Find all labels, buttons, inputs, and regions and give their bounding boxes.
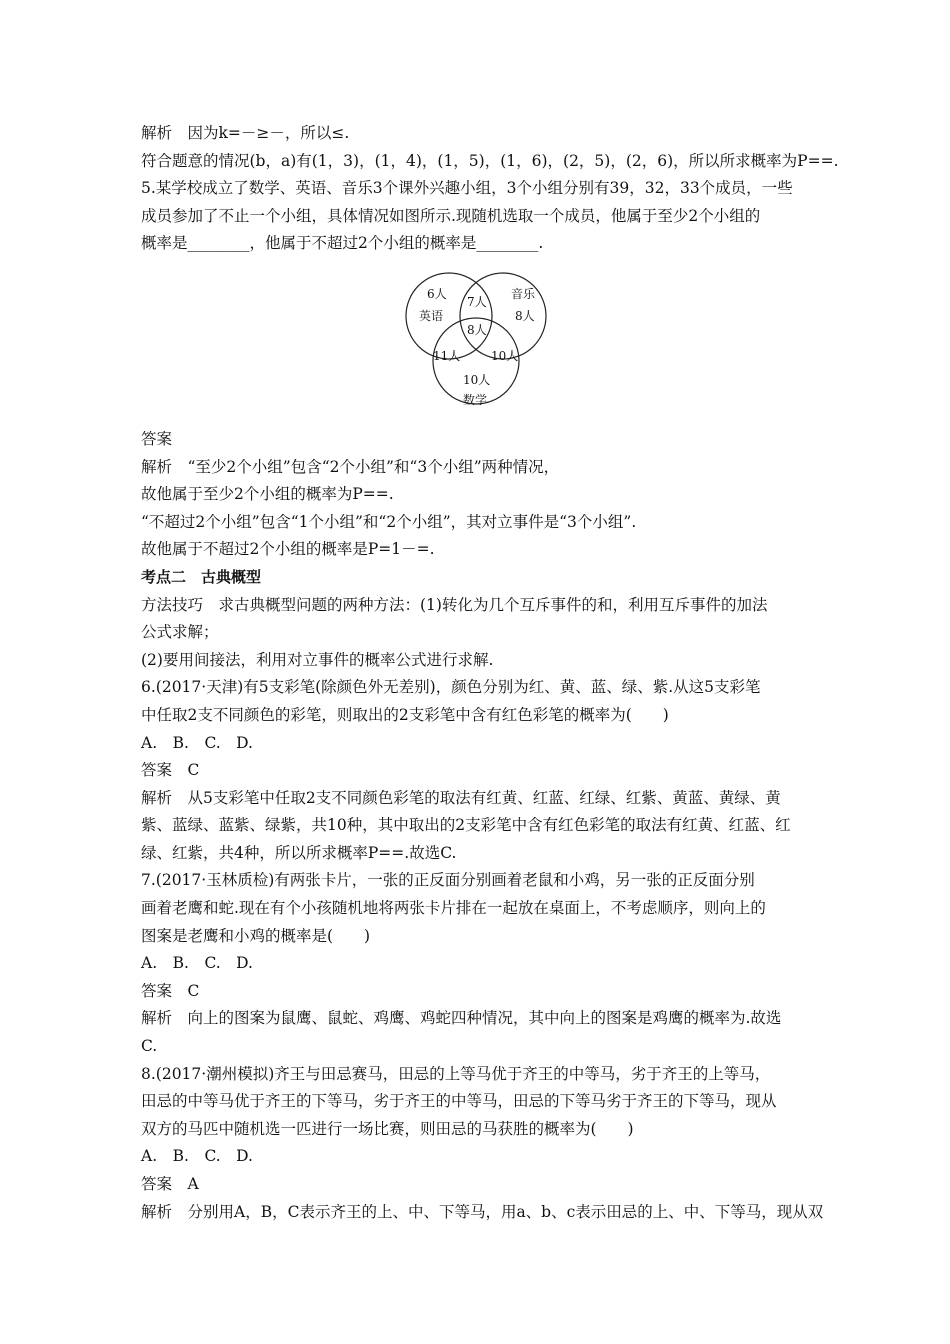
music-count: 8人 <box>515 308 535 323</box>
text-line: 图案是老鹰和小鸡的概率是( ) <box>141 926 371 945</box>
english-math-count: 11人 <box>433 348 461 363</box>
english-label: 英语 <box>419 308 444 323</box>
text-line: 故他属于不超过2个小组的概率是P=1－=. <box>141 540 435 559</box>
text-line: 绿、红紫，共4种，所以所求概率P==.故选C. <box>141 843 457 862</box>
text-line: 符合题意的情况(b，a)有(1，3)，(1，4)，(1，5)，(1，6)，(2，5)，(2，6)，所以所求概率为P==. <box>141 151 839 170</box>
text-line: 6.(2017·天津)有5支彩笔(除颜色外无差别)，颜色分别为红、黄、蓝、绿、紫.从这5支彩笔 <box>141 678 761 697</box>
math-label: 数学 <box>463 392 488 407</box>
text-line: 双方的马匹中随机选一匹进行一场比赛，则田忌的马获胜的概率为( ) <box>141 1119 634 1138</box>
text-line: 解析 “至少2个小组”包含“2个小组”和“3个小组”两种情况， <box>141 457 560 476</box>
text-line: 5.某学校成立了数学、英语、音乐3个课外兴趣小组，3个小组分别有39，32，33个成员，一些 <box>141 179 793 198</box>
text-line: 答案 A <box>141 1175 199 1193</box>
text-line: (2)要用间接法，利用对立事件的概率公式进行求解. <box>141 650 494 669</box>
top-text-block <box>141 120 839 258</box>
text-line: 中任取2支不同颜色的彩笔，则取出的2支彩笔中含有红色彩笔的概率为( ) <box>141 705 669 724</box>
bottom-text-block <box>141 426 824 1226</box>
text-line: A. B. C. D. <box>141 954 253 973</box>
text-line: 解析 分别用A，B，C表示齐王的上、中、下等马，用a、b、c表示田忌的上、中、下等马，现从双 <box>141 1202 824 1221</box>
math-count: 10人 <box>463 372 491 387</box>
venn-diagram-container <box>141 258 813 426</box>
text-line: “不超过2个小组”包含“1个小组”和“2个小组”，其对立事件是“3个小组”. <box>141 512 637 531</box>
text-line: 答案 C <box>141 761 200 780</box>
all-three-count: 8人 <box>467 322 487 337</box>
text-line: 公式求解； <box>141 623 219 642</box>
text-line: 画着老鹰和蛇.现在有个小孩随机地将两张卡片排在一起放在桌面上，不考虑顺序，则向上的 <box>141 899 766 918</box>
text-line: A. B. C. D. <box>141 1147 253 1166</box>
text-line: 解析 从5支彩笔中任取2支不同颜色彩笔的取法有红黄、红蓝、红绿、红紫、黄蓝、黄绿、黄 <box>141 788 781 807</box>
text-line: 方法技巧 求古典概型问题的两种方法：(1)转化为几个互斥事件的和，利用互斥事件的加法 <box>141 595 768 614</box>
english-count: 6人 <box>427 286 447 301</box>
text-line: 故他属于至少2个小组的概率为P==. <box>141 485 394 504</box>
text-line: A. B. C. D. <box>141 733 253 752</box>
text-line: 概率是________，他属于不超过2个小组的概率是________. <box>141 234 544 253</box>
text-line: 成员参加了不止一个小组，具体情况如图所示.现随机选取一个成员，他属于至少2个小组的 <box>141 206 761 225</box>
music-math-count: 10人 <box>491 348 519 363</box>
english-music-count: 7人 <box>467 294 487 309</box>
text-line: 8.(2017·潮州模拟)齐王与田忌赛马，田忌的上等马优于齐王的中等马，劣于齐王的上等马， <box>141 1064 771 1083</box>
text-line: 紫、蓝绿、蓝紫、绿紫，共10种，其中取出的2支彩笔中含有红色彩笔的取法有红黄、红蓝、红 <box>141 816 791 835</box>
text-line: C. <box>141 1037 158 1056</box>
text-line: 7.(2017·玉林质检)有两张卡片，一张的正反面分别画着老鼠和小鸡，另一张的正反面分别 <box>141 871 755 890</box>
document-body <box>141 120 839 1226</box>
text-line: 答案 C <box>141 981 200 1000</box>
music-label: 音乐 <box>511 286 536 301</box>
text-line: 考点二 古典概型 <box>141 567 262 586</box>
text-line: 解析 因为k=－≥－，所以≤. <box>141 124 350 142</box>
text-line: 答案 <box>141 429 173 448</box>
venn-diagram <box>403 262 553 426</box>
text-line: 田忌的中等马优于齐王的下等马，劣于齐王的中等马，田忌的下等马劣于齐王的下等马，现从 <box>141 1092 777 1111</box>
text-line: 解析 向上的图案为鼠鹰、鼠蛇、鸡鹰、鸡蛇四种情况，其中向上的图案是鸡鹰的概率为.故选 <box>141 1009 782 1028</box>
